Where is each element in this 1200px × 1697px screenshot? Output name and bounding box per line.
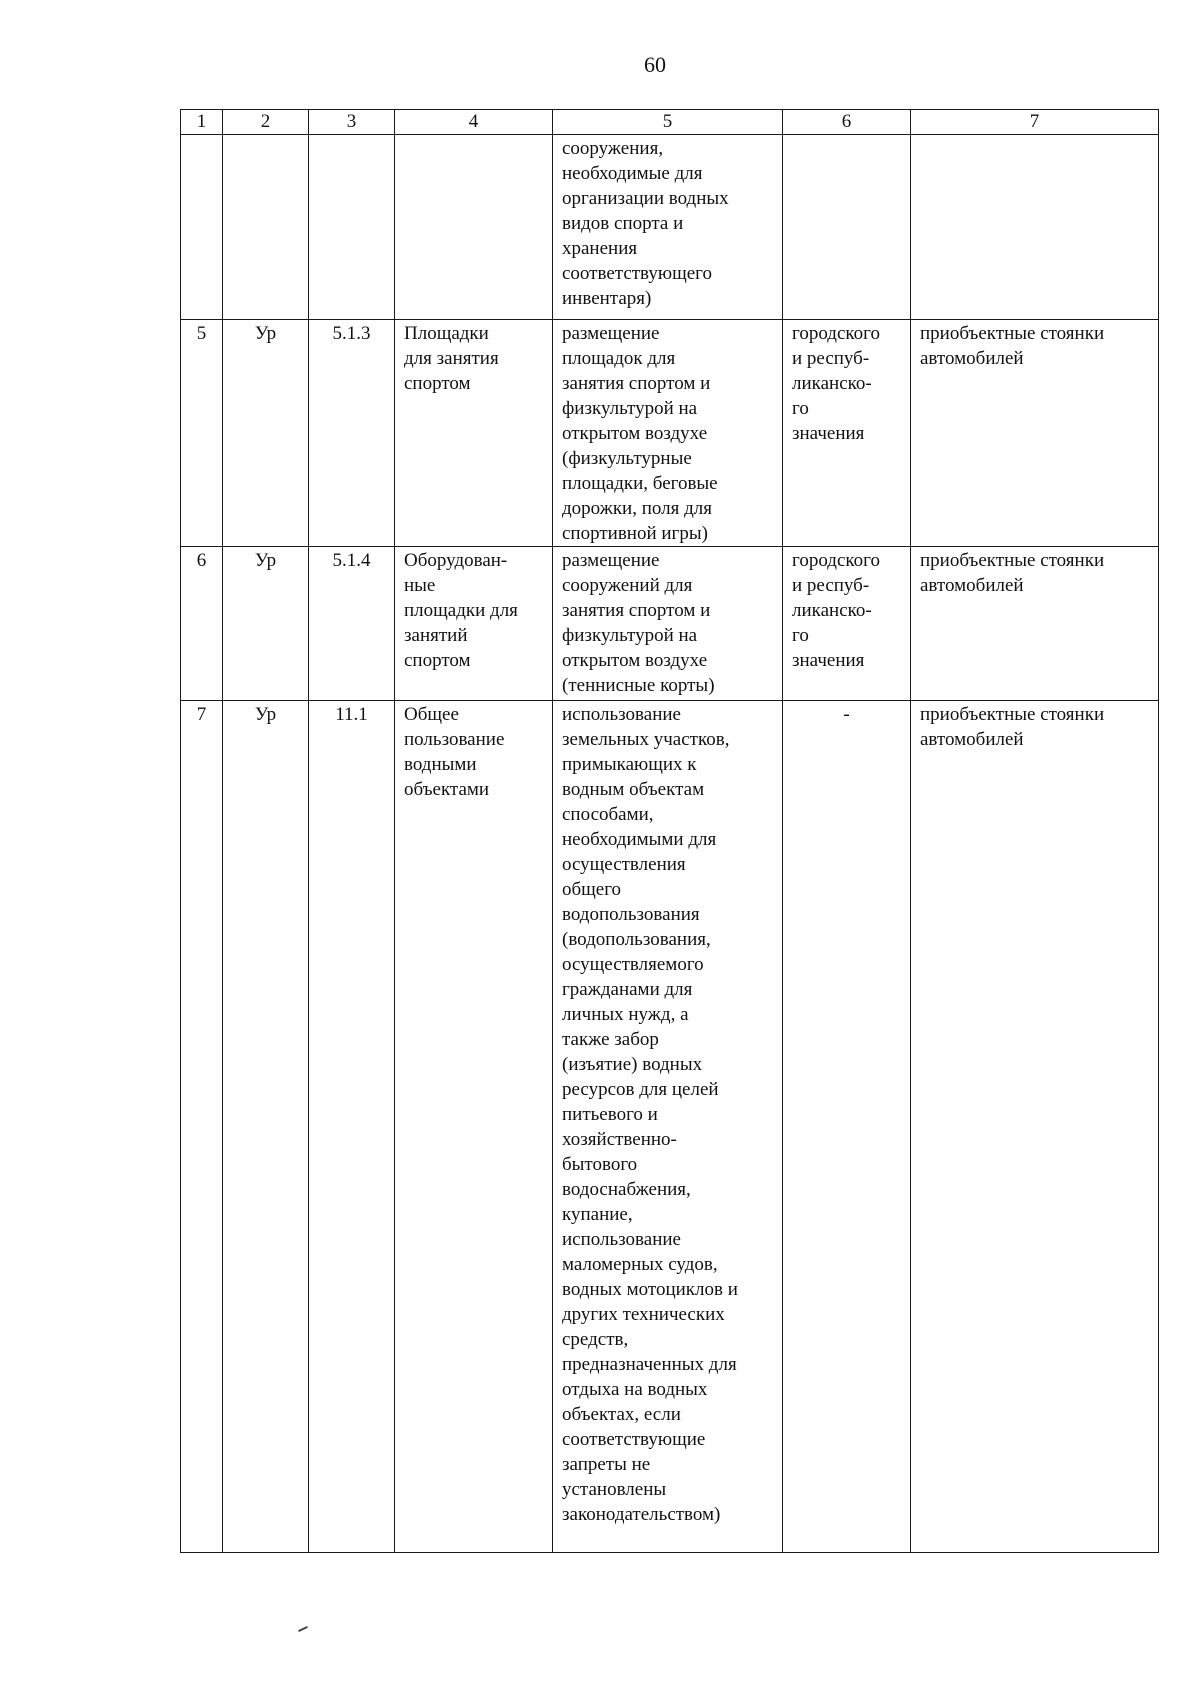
auxiliary-use-cell: приобъектные стоянки автомобилей (911, 701, 1159, 1553)
header-cell-7: 7 (911, 110, 1159, 135)
zone-code-cell: Ур (223, 320, 309, 547)
header-cell-6: 6 (783, 110, 911, 135)
auxiliary-use-cell: приобъектные стоянки автомобилей (911, 320, 1159, 547)
significance-cell: городского и респуб- ликанско- го значения (783, 320, 911, 547)
use-description-cell: использование земельных участков, примыкающих к водным объектам способами, необходимыми для осуществления общего водопользования (водопользования, осуществляемого гражданами для личных нужд, а также забор (изъятие) водных ресурсов для целей питьевого и хозяйственно- бытового водоснабжения, купание, использование маломерных судов, водных мотоциклов и других технических средств, предназначенных для отдыха на водных объектах, если соответствующие запреты не установлены законодательством) (553, 701, 783, 1553)
header-row (181, 110, 1159, 135)
row-number-cell: 6 (181, 547, 223, 701)
auxiliary-use-cell: приобъектные стоянки автомобилей (911, 547, 1159, 701)
row-number-cell (181, 135, 223, 320)
header-cell-5: 5 (553, 110, 783, 135)
table-row-continuation (181, 135, 1159, 320)
table-row-5 (181, 320, 1159, 547)
zone-code-cell: Ур (223, 701, 309, 1553)
page-number: 60 (644, 52, 666, 77)
use-name-cell: Общее пользование водными объектами (395, 701, 553, 1553)
significance-cell (783, 135, 911, 320)
use-description-cell: сооружения, необходимые для организации водных видов спорта и хранения соответствующего инвентаря) (553, 135, 783, 320)
header-cell-1: 1 (181, 110, 223, 135)
table-row-7 (181, 701, 1159, 1553)
scan-speck (298, 1626, 308, 1632)
use-code-cell: 5.1.4 (309, 547, 395, 701)
row-number-cell: 5 (181, 320, 223, 547)
zone-code-cell (223, 135, 309, 320)
header-cell-4: 4 (395, 110, 553, 135)
significance-cell: - (783, 701, 911, 1553)
zoning-table (180, 109, 1159, 1553)
significance-cell: городского и респуб- ликанско- го значения (783, 547, 911, 701)
use-name-cell: Оборудован- ные площадки для занятий спортом (395, 547, 553, 701)
use-code-cell (309, 135, 395, 320)
zone-code-cell: Ур (223, 547, 309, 701)
use-description-cell: размещение площадок для занятия спортом и физкультурой на открытом воздухе (физкультурные площадки, беговые дорожки, поля для спортивной игры) (553, 320, 783, 547)
auxiliary-use-cell (911, 135, 1159, 320)
table-row-6 (181, 547, 1159, 701)
use-code-cell: 5.1.3 (309, 320, 395, 547)
use-name-cell (395, 135, 553, 320)
use-description-cell: размещение сооружений для занятия спортом и физкультурой на открытом воздухе (теннисные корты) (553, 547, 783, 701)
header-cell-3: 3 (309, 110, 395, 135)
use-code-cell: 11.1 (309, 701, 395, 1553)
header-cell-2: 2 (223, 110, 309, 135)
use-name-cell: Площадки для занятия спортом (395, 320, 553, 547)
row-number-cell: 7 (181, 701, 223, 1553)
